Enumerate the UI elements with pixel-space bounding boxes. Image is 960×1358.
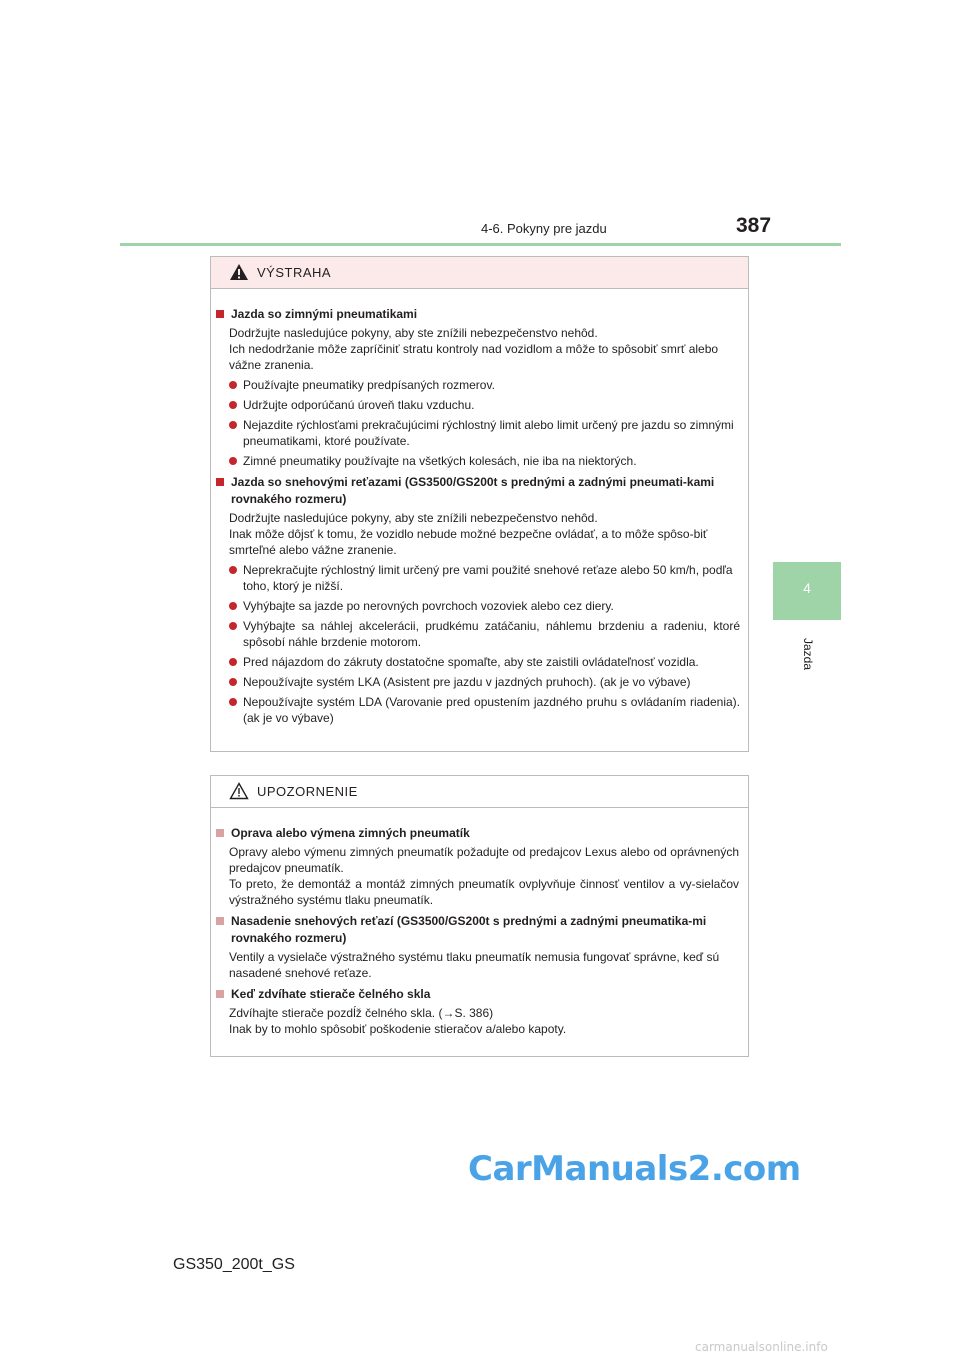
warning-header <box>211 257 748 289</box>
watermark-text: carmanualsonline.info <box>695 1340 828 1354</box>
round-bullet-icon <box>229 658 237 666</box>
round-bullet-icon <box>229 678 237 686</box>
warning-paragraph: Dodržujte nasledujúce pokyny, aby ste znížili nebezpečenstvo nehôd. Inak môže dôjsť k tomu, že vozidlo nebude možné bezpečne ovládať, a to môže spôso-biť smrteľné alebo vážne zranenie. <box>229 511 708 557</box>
list-item: Pred nájazdom do zákruty dostatočne spomaľte, aby ste zaistili ovládateľnosť vozidla. <box>211 654 748 670</box>
notice-heading-wipers: Keď zdvíhate stierače čelného skla <box>211 986 748 1003</box>
list-item: Vyhýbajte sa jazde po nerovných povrchoch vozoviek alebo cez diery. <box>211 598 748 614</box>
list-item: Neprekračujte rýchlostný limit určený pre vami použité snehové reťaze alebo 50 km/h, podľa toho, ktorý je nižší. <box>211 562 748 594</box>
round-bullet-icon <box>229 602 237 610</box>
round-bullet-icon <box>229 457 237 465</box>
model-code: GS350_200t_GS <box>173 1256 295 1273</box>
notice-title: UPOZORNENIE <box>257 784 358 799</box>
notice-paragraph: Opravy alebo výmenu zimných pneumatík požadujte od predajcov Lexus alebo od oprávnených predajcov pneumatík. To preto, že demontáž a montáž zimných pneumatík ovplyvňuje činnosť ventilov a vy-sielačov výstražného systému tlaku pneumatík. <box>229 845 739 907</box>
square-bullet-icon <box>216 990 224 998</box>
square-bullet-icon <box>216 310 224 318</box>
round-bullet-icon <box>229 698 237 706</box>
chapter-label-text: Jazda <box>801 637 815 671</box>
warning-paragraph: Dodržujte nasledujúce pokyny, aby ste znížili nebezpečenstvo nehôd. Ich nedodržanie môže zapríčiniť stratu kontroly nad vozidlom a môže to spôsobiť smrť alebo vážne zranenia. <box>229 326 719 372</box>
square-bullet-icon <box>216 829 224 837</box>
page-number: 387 <box>736 214 772 237</box>
list-item: Zimné pneumatiky používajte na všetkých kolesách, nie iba na niektorých. <box>211 453 748 469</box>
list-item: Nejazdite rýchlosťami prekračujúcimi rýchlostný limit alebo limit určený pre jazdu so zimnými pneumatikami, ktoré používate. <box>211 417 748 449</box>
warning-title: VÝSTRAHA <box>257 265 332 280</box>
list-item: Nepoužívajte systém LKA (Asistent pre jazdu v jazdných pruhoch). (ak je vo výbave) <box>211 674 748 690</box>
square-bullet-icon <box>216 478 224 486</box>
round-bullet-icon <box>229 381 237 389</box>
notice-heading-snow-chains: Nasadenie snehových reťazí (GS3500/GS200t s prednými a zadnými pneumatika-mi rovnakého rozmeru) <box>211 913 748 947</box>
round-bullet-icon <box>229 401 237 409</box>
notice-box <box>210 775 749 1057</box>
notice-header <box>211 776 748 808</box>
list-item: Nepoužívajte systém LDA (Varovanie pred opustením jazdného pruhu s ovládaním riadenia). (ak je vo výbave) <box>211 694 748 726</box>
warning-heading-winter-tires: Jazda so zimnými pneumatikami <box>211 306 748 323</box>
list-item: Používajte pneumatiky predpísaných rozmerov. <box>211 377 748 393</box>
round-bullet-icon <box>229 421 237 429</box>
list-item: Vyhýbajte sa náhlej akcelerácii, prudkému zatáčaniu, náhlemu brzdeniu a radeniu, ktoré spôsobí náhle brzdenie motorom. <box>211 618 748 650</box>
notice-paragraph: Ventily a vysielače výstražného systému tlaku pneumatík nemusia fungovať správne, keď sú nasadené snehové reťaze. <box>229 950 720 980</box>
list-item: Udržujte odporúčanú úroveň tlaku vzduchu. <box>211 397 748 413</box>
warning-heading-snow-chains: Jazda so snehovými reťazami (GS3500/GS200t s prednými a zadnými pneumati-kami rovnakého rozmeru) <box>211 474 748 508</box>
notice-paragraph: Zdvíhajte stierače pozdĺž čelného skla. (→S. 386) Inak by to mohlo spôsobiť poškodenie stieračov a/alebo kapoty. <box>229 1006 567 1036</box>
round-bullet-icon <box>229 566 237 574</box>
warning-box <box>210 256 749 752</box>
chapter-number: 4 <box>803 580 811 596</box>
round-bullet-icon <box>229 622 237 630</box>
square-bullet-icon <box>216 917 224 925</box>
caution-triangle-icon <box>229 782 249 800</box>
chapter-label <box>800 625 814 685</box>
chapter-tab <box>773 562 841 620</box>
section-title: 4-6. Pokyny pre jazdu <box>481 221 607 236</box>
header-divider <box>120 243 841 246</box>
watermark-logo: CarManuals2.com <box>468 1149 801 1189</box>
notice-heading-repair: Oprava alebo výmena zimných pneumatík <box>211 825 748 842</box>
warning-triangle-icon <box>229 263 249 281</box>
